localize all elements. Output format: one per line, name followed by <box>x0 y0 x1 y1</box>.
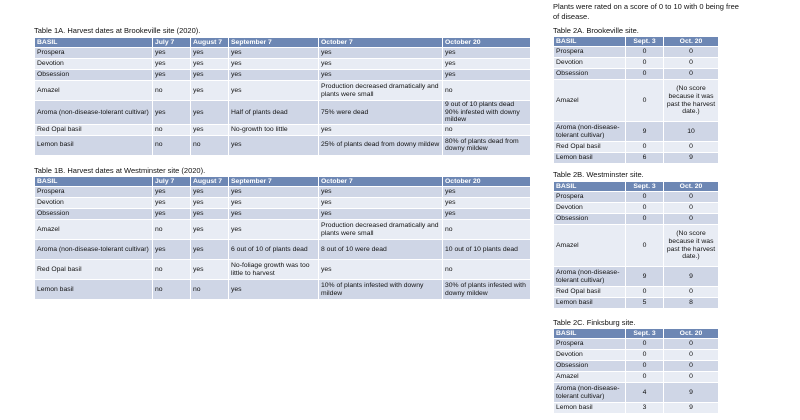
row-label-cell: Devotion <box>554 350 626 361</box>
table-cell: 25% of plants dead from downy mildew <box>319 135 443 155</box>
table-cell: 3 <box>626 403 664 414</box>
column-header: Sept. 3 <box>626 182 664 192</box>
table-cell: 0 <box>626 287 664 298</box>
table-cell: 9 out of 10 plants dead 90% infested with downy mildew <box>443 101 531 125</box>
table-cell: no <box>443 81 531 101</box>
table-cell: 75% were dead <box>319 101 443 125</box>
row-label-cell: Red Opal basil <box>35 124 153 135</box>
table-row <box>554 203 719 214</box>
table-row <box>35 70 531 81</box>
table-cell: Production decreased dramatically and plants were small <box>319 220 443 240</box>
row-label-cell: Amazel <box>554 225 626 267</box>
table-1b-caption: Table 1B. Harvest dates at Westminster site (2020). <box>34 166 206 175</box>
row-label-cell: Prospera <box>554 339 626 350</box>
row-label-cell: Devotion <box>35 59 153 70</box>
table-cell: 9 <box>664 383 719 403</box>
column-header: October 20 <box>443 177 531 187</box>
table-row <box>35 260 531 280</box>
table-cell: no <box>153 280 191 300</box>
row-label-cell: Lemon basil <box>35 280 153 300</box>
table-row <box>554 267 719 287</box>
table-cell: yes <box>191 220 229 240</box>
table-row <box>35 59 531 70</box>
table-cell: yes <box>443 209 531 220</box>
table-1b-westminster-harvest <box>34 176 531 300</box>
row-label-cell: Lemon basil <box>35 135 153 155</box>
table-cell: yes <box>191 124 229 135</box>
table-row <box>554 403 719 414</box>
row-label-cell: Aroma (non-disease-tolerant cultivar) <box>35 240 153 260</box>
table-cell: yes <box>153 70 191 81</box>
table-cell: 0 <box>664 339 719 350</box>
column-header: July 7 <box>153 177 191 187</box>
table-cell: no <box>153 81 191 101</box>
table-cell: 0 <box>664 361 719 372</box>
table-cell: yes <box>191 198 229 209</box>
table-cell: 9 <box>626 267 664 287</box>
table-cell: yes <box>229 48 319 59</box>
table-cell: yes <box>229 209 319 220</box>
table-cell: 9 <box>664 403 719 414</box>
table-cell: (No score because it was past the harvest date.) <box>664 225 719 267</box>
table-2b-caption: Table 2B. Westminster site. <box>553 170 644 179</box>
column-header: BASIL <box>554 37 626 47</box>
table-cell: yes <box>191 187 229 198</box>
row-label-cell: Aroma (non-disease-tolerant cultivar) <box>554 267 626 287</box>
table-cell: yes <box>319 260 443 280</box>
table-row <box>35 209 531 220</box>
table-row <box>35 240 531 260</box>
table-header-row <box>554 37 719 47</box>
table-cell: yes <box>229 198 319 209</box>
column-header: July 7 <box>153 38 191 48</box>
table-cell: (No score because it was past the harvest date.) <box>664 80 719 122</box>
table-row <box>554 192 719 203</box>
table-2b-westminster-scores <box>553 181 719 309</box>
table-cell: yes <box>153 48 191 59</box>
table-cell: 0 <box>664 372 719 383</box>
row-label-cell: Obsession <box>554 69 626 80</box>
table-cell: yes <box>443 48 531 59</box>
table-cell: 0 <box>626 58 664 69</box>
table-cell: no <box>443 260 531 280</box>
column-header: Sept. 3 <box>626 329 664 339</box>
table-row <box>554 122 719 142</box>
table-row <box>35 124 531 135</box>
column-header: BASIL <box>35 38 153 48</box>
table-cell: Production decreased dramatically and plants were small <box>319 81 443 101</box>
table-cell: No-growth too little <box>229 124 319 135</box>
column-header: September 7 <box>229 38 319 48</box>
table-cell: yes <box>153 101 191 125</box>
table-cell: 0 <box>664 58 719 69</box>
row-label-cell: Red Opal basil <box>35 260 153 280</box>
row-label-cell: Obsession <box>35 70 153 81</box>
table-cell: 0 <box>664 192 719 203</box>
row-label-cell: Aroma (non-disease-tolerant cultivar) <box>35 101 153 125</box>
column-header: August 7 <box>191 38 229 48</box>
table-cell: yes <box>229 187 319 198</box>
table-cell: 0 <box>626 214 664 225</box>
table-row <box>554 383 719 403</box>
table-cell: 9 <box>664 153 719 164</box>
row-label-cell: Aroma (non-disease-tolerant cultivar) <box>554 383 626 403</box>
table-header-row <box>35 177 531 187</box>
column-header: August 7 <box>191 177 229 187</box>
table-cell: yes <box>191 240 229 260</box>
table-header-row <box>554 329 719 339</box>
table-cell: 0 <box>626 142 664 153</box>
table-cell: no <box>443 220 531 240</box>
table-cell: yes <box>229 220 319 240</box>
table-cell: yes <box>229 70 319 81</box>
table-cell: 0 <box>626 47 664 58</box>
table-cell: 0 <box>626 372 664 383</box>
table-cell: 0 <box>664 350 719 361</box>
column-header: October 20 <box>443 38 531 48</box>
table-cell: yes <box>229 59 319 70</box>
column-header: October 7 <box>319 177 443 187</box>
table-cell: 6 out of 10 of plants dead <box>229 240 319 260</box>
table-cell: yes <box>319 59 443 70</box>
table-row <box>554 142 719 153</box>
table-cell: 4 <box>626 383 664 403</box>
table-cell: 8 out of 10 were dead <box>319 240 443 260</box>
table-row <box>554 372 719 383</box>
table-cell: 0 <box>626 225 664 267</box>
row-label-cell: Prospera <box>554 47 626 58</box>
table-1a-caption: Table 1A. Harvest dates at Brookeville site (2020). <box>34 26 201 35</box>
row-label-cell: Prospera <box>554 192 626 203</box>
table-cell: 0 <box>664 47 719 58</box>
row-label-cell: Lemon basil <box>554 153 626 164</box>
column-header: September 7 <box>229 177 319 187</box>
column-header: Oct. 20 <box>664 37 719 47</box>
table-row <box>35 81 531 101</box>
row-label-cell: Prospera <box>35 48 153 59</box>
table-cell: 0 <box>626 69 664 80</box>
table-cell: 0 <box>626 339 664 350</box>
table-cell: yes <box>191 209 229 220</box>
table-cell: yes <box>319 187 443 198</box>
row-label-cell: Lemon basil <box>554 403 626 414</box>
table-cell: yes <box>191 101 229 125</box>
table-cell: 0 <box>664 203 719 214</box>
column-header: Oct. 20 <box>664 182 719 192</box>
table-cell: yes <box>153 59 191 70</box>
table-row <box>554 339 719 350</box>
table-cell: 0 <box>664 69 719 80</box>
row-label-cell: Amazel <box>35 220 153 240</box>
table-cell: 10% of plants infested with downy mildew <box>319 280 443 300</box>
table-cell: yes <box>319 48 443 59</box>
table-cell: yes <box>443 187 531 198</box>
table-row <box>554 350 719 361</box>
table-cell: 0 <box>626 203 664 214</box>
column-header: Sept. 3 <box>626 37 664 47</box>
table-2a-caption: Table 2A. Brookeville site. <box>553 26 639 35</box>
table-row <box>35 135 531 155</box>
table-row <box>35 187 531 198</box>
table-cell: 0 <box>664 214 719 225</box>
table-cell: yes <box>319 209 443 220</box>
row-label-cell: Obsession <box>35 209 153 220</box>
table-cell: yes <box>319 70 443 81</box>
table-cell: yes <box>153 187 191 198</box>
table-cell: yes <box>229 280 319 300</box>
table-cell: Half of plants dead <box>229 101 319 125</box>
table-row <box>35 101 531 125</box>
column-header: BASIL <box>554 329 626 339</box>
table-cell: yes <box>153 198 191 209</box>
table-2c-caption: Table 2C. Finksburg site. <box>553 318 636 327</box>
table-cell: 10 out of 10 plants dead <box>443 240 531 260</box>
table-cell: yes <box>443 70 531 81</box>
row-label-cell: Prospera <box>35 187 153 198</box>
table-row <box>554 58 719 69</box>
table-cell: 30% of plants infested with downy mildew <box>443 280 531 300</box>
table-cell: 5 <box>626 298 664 309</box>
row-label-cell: Amazel <box>554 372 626 383</box>
table-row <box>554 47 719 58</box>
table-cell: 8 <box>664 298 719 309</box>
table-header-row <box>35 38 531 48</box>
row-label-cell: Aroma (non-disease-tolerant cultivar) <box>554 122 626 142</box>
table-cell: 80% of plants dead from downy mildew <box>443 135 531 155</box>
table-cell: no <box>443 124 531 135</box>
table-row <box>554 225 719 267</box>
table-cell: no <box>153 220 191 240</box>
row-label-cell: Red Opal basil <box>554 142 626 153</box>
table-cell: yes <box>191 81 229 101</box>
table-cell: no <box>191 280 229 300</box>
table-row <box>554 80 719 122</box>
table-cell: 0 <box>626 361 664 372</box>
row-label-cell: Lemon basil <box>554 298 626 309</box>
table-header-row <box>554 182 719 192</box>
table-row <box>554 69 719 80</box>
rating-note: Plants were rated on a score of 0 to 10 with 0 being free of disease. <box>553 2 739 21</box>
row-label-cell: Devotion <box>35 198 153 209</box>
column-header: Oct. 20 <box>664 329 719 339</box>
row-label-cell: Red Opal basil <box>554 287 626 298</box>
table-cell: no <box>153 124 191 135</box>
row-label-cell: Obsession <box>554 361 626 372</box>
table-cell: 0 <box>664 142 719 153</box>
table-row <box>554 287 719 298</box>
table-cell: 0 <box>626 350 664 361</box>
table-cell: yes <box>191 70 229 81</box>
table-row <box>554 153 719 164</box>
table-row <box>35 220 531 240</box>
column-header: BASIL <box>554 182 626 192</box>
table-cell: 6 <box>626 153 664 164</box>
table-cell: No-foliage growth was too little to harvest <box>229 260 319 280</box>
table-cell: 9 <box>664 267 719 287</box>
row-label-cell: Amazel <box>35 81 153 101</box>
table-cell: 0 <box>626 80 664 122</box>
row-label-cell: Devotion <box>554 203 626 214</box>
table-cell: 10 <box>664 122 719 142</box>
table-cell: yes <box>191 260 229 280</box>
table-2c-finksburg-scores <box>553 328 719 414</box>
column-header: BASIL <box>35 177 153 187</box>
table-cell: 9 <box>626 122 664 142</box>
table-cell: yes <box>229 81 319 101</box>
table-cell: yes <box>191 48 229 59</box>
table-cell: no <box>153 260 191 280</box>
table-cell: yes <box>191 59 229 70</box>
table-row <box>35 198 531 209</box>
table-cell: yes <box>443 59 531 70</box>
table-cell: yes <box>319 124 443 135</box>
table-cell: yes <box>153 209 191 220</box>
table-row <box>554 214 719 225</box>
table-cell: yes <box>319 198 443 209</box>
table-row <box>554 298 719 309</box>
table-cell: yes <box>153 240 191 260</box>
table-cell: no <box>191 135 229 155</box>
table-row <box>35 48 531 59</box>
table-cell: no <box>153 135 191 155</box>
row-label-cell: Amazel <box>554 80 626 122</box>
table-row <box>35 280 531 300</box>
row-label-cell: Obsession <box>554 214 626 225</box>
table-1a-brookeville-harvest <box>34 37 531 156</box>
table-2a-brookeville-scores <box>553 36 719 164</box>
table-cell: 0 <box>626 192 664 203</box>
row-label-cell: Devotion <box>554 58 626 69</box>
table-cell: 0 <box>664 287 719 298</box>
column-header: October 7 <box>319 38 443 48</box>
table-row <box>554 361 719 372</box>
table-cell: yes <box>229 135 319 155</box>
table-cell: yes <box>443 198 531 209</box>
